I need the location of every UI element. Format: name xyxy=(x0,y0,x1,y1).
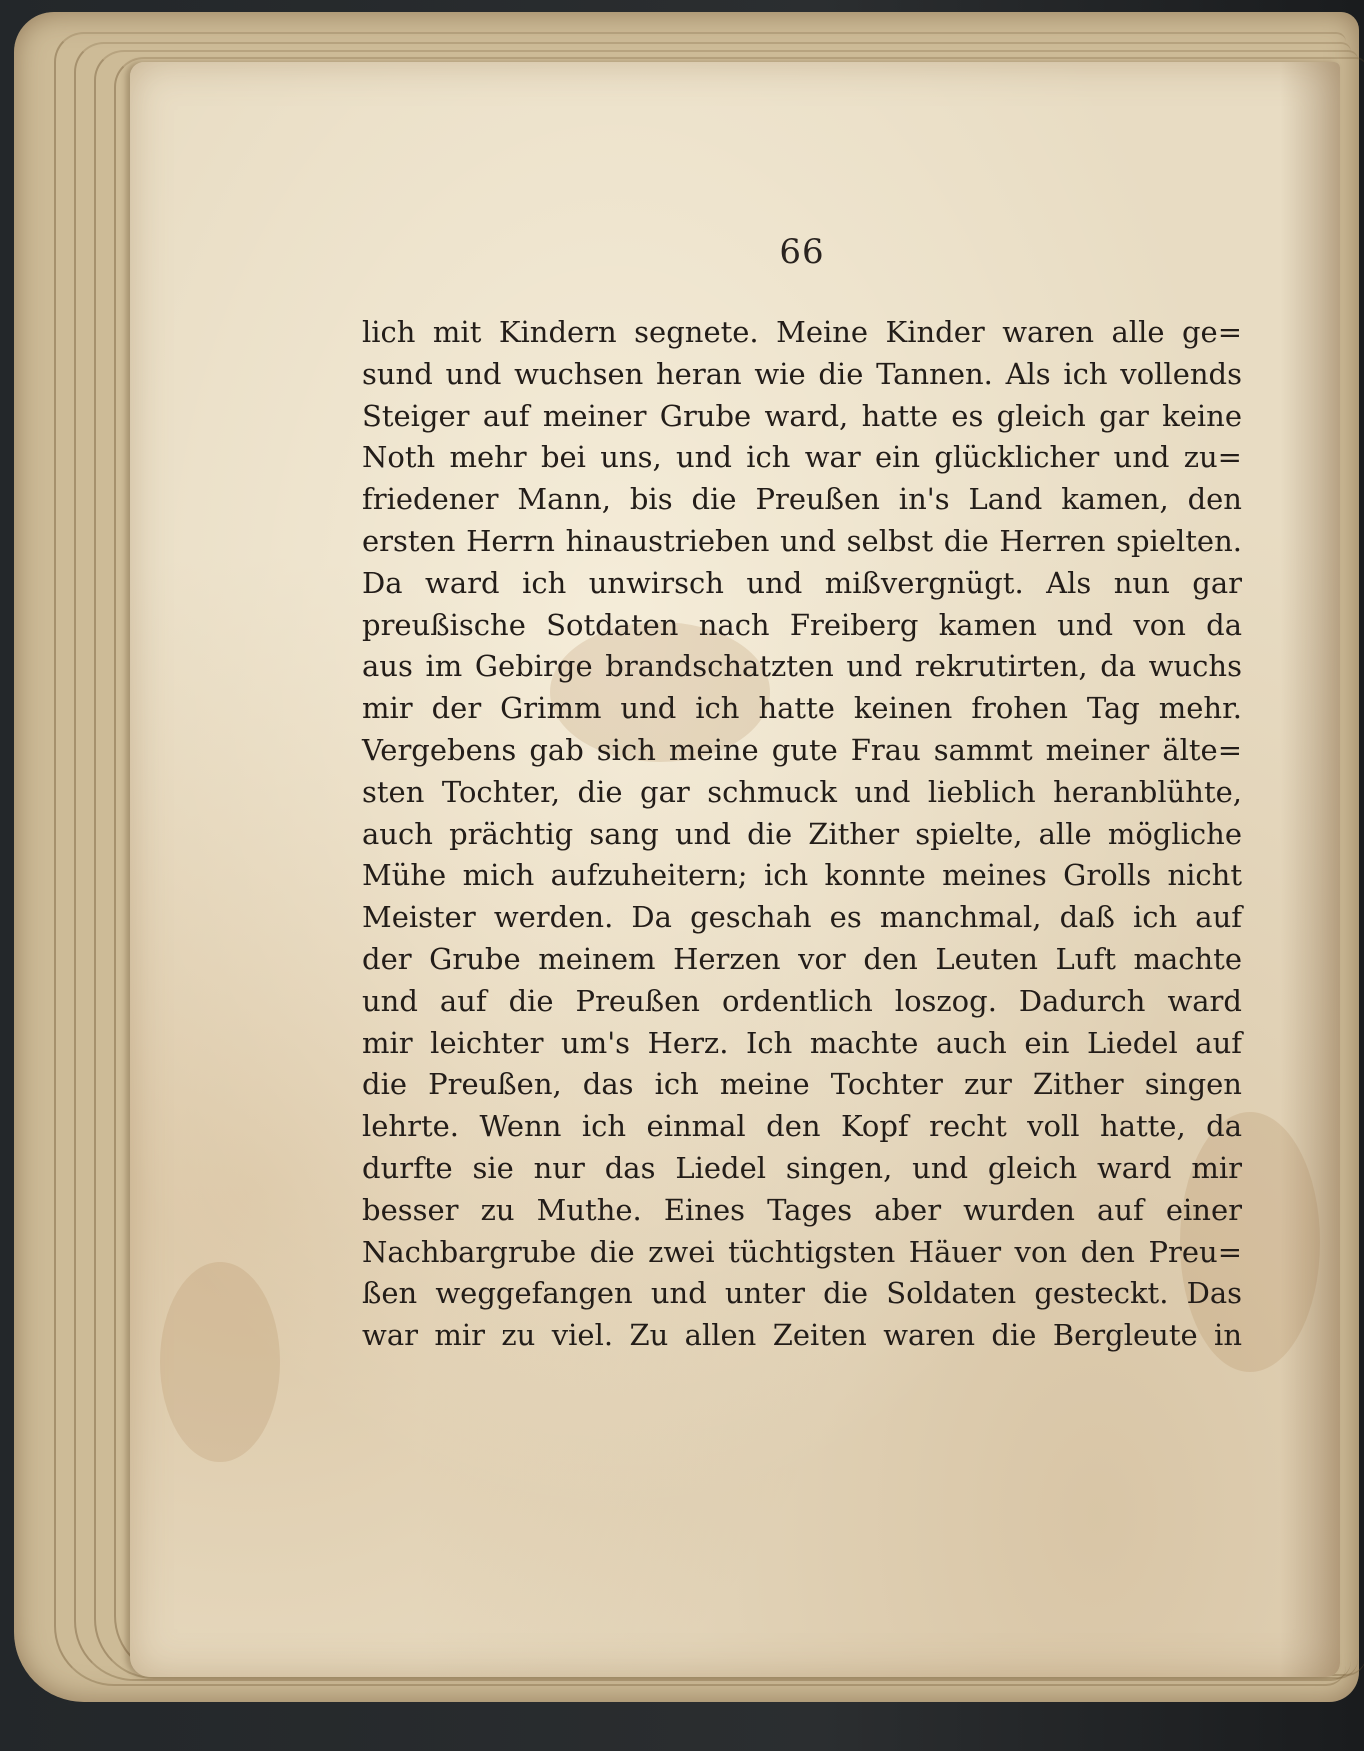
text-line: war mir zu viel. Zu allen Zeiten waren die Bergleute in xyxy=(362,1318,1242,1353)
text-line: friedener Mann, bis die Preußen in's Land kamen, den xyxy=(362,482,1242,517)
text-line: mir der Grimm und ich hatte keinen frohen Tag mehr. xyxy=(362,691,1242,726)
page-number: 66 xyxy=(779,232,825,272)
text-line: und auf die Preußen ordentlich loszog. Dadurch ward xyxy=(362,983,1242,1018)
text-line: sten Tochter, die gar schmuck und lieblich heranblühte, xyxy=(362,774,1242,809)
text-line: durfte sie nur das Liedel singen, und gleich ward mir xyxy=(362,1150,1242,1185)
text-line: ersten Herrn hinaustrieben und selbst die Herren spielten. xyxy=(362,523,1242,558)
text-line: aus im Gebirge brandschatzten und rekrutirten, da wuchs xyxy=(362,649,1242,684)
text-line: sund und wuchsen heran wie die Tannen. Als ich vollends xyxy=(362,356,1242,391)
text-line: die Preußen, das ich meine Tochter zur Zither singen xyxy=(362,1067,1242,1102)
text-line: auch prächtig sang und die Zither spielte, alle mögliche xyxy=(362,816,1242,851)
text-line: Steiger auf meiner Grube ward, hatte es gleich gar keine xyxy=(362,398,1242,433)
text-line: Nachbargrube die zwei tüchtigsten Häuer von den Preu= xyxy=(362,1234,1242,1269)
body-text xyxy=(362,312,1242,1357)
text-line: mir leichter um's Herz. Ich machte auch ein Liedel auf xyxy=(362,1025,1242,1060)
text-line: ßen weggefangen und unter die Soldaten gesteckt. Das xyxy=(362,1276,1242,1311)
text-line: besser zu Muthe. Eines Tages aber wurden auf einer xyxy=(362,1192,1242,1227)
text-line: preußische Sotdaten nach Freiberg kamen und von da xyxy=(362,607,1242,642)
text-line: Mühe mich aufzuheitern; ich konnte meines Grolls nicht xyxy=(362,858,1242,893)
text-line: lich mit Kindern segnete. Meine Kinder waren alle ge= xyxy=(362,315,1242,349)
text-line: Noth mehr bei uns, und ich war ein glücklicher und zu= xyxy=(362,440,1242,475)
text-line: Vergebens gab sich meine gute Frau sammt meiner älte= xyxy=(362,732,1242,767)
gutter-shadow xyxy=(1280,62,1340,1677)
text-line: lehrte. Wenn ich einmal den Kopf recht voll hatte, da xyxy=(362,1109,1242,1144)
text-line: Meister werden. Da geschah es manchmal, daß ich auf xyxy=(362,900,1242,935)
paper-stain xyxy=(160,1262,280,1462)
text-line: der Grube meinem Herzen vor den Leuten Luft machte xyxy=(362,941,1242,976)
text-line: Da ward ich unwirsch und mißvergnügt. Als nun gar xyxy=(362,565,1242,600)
